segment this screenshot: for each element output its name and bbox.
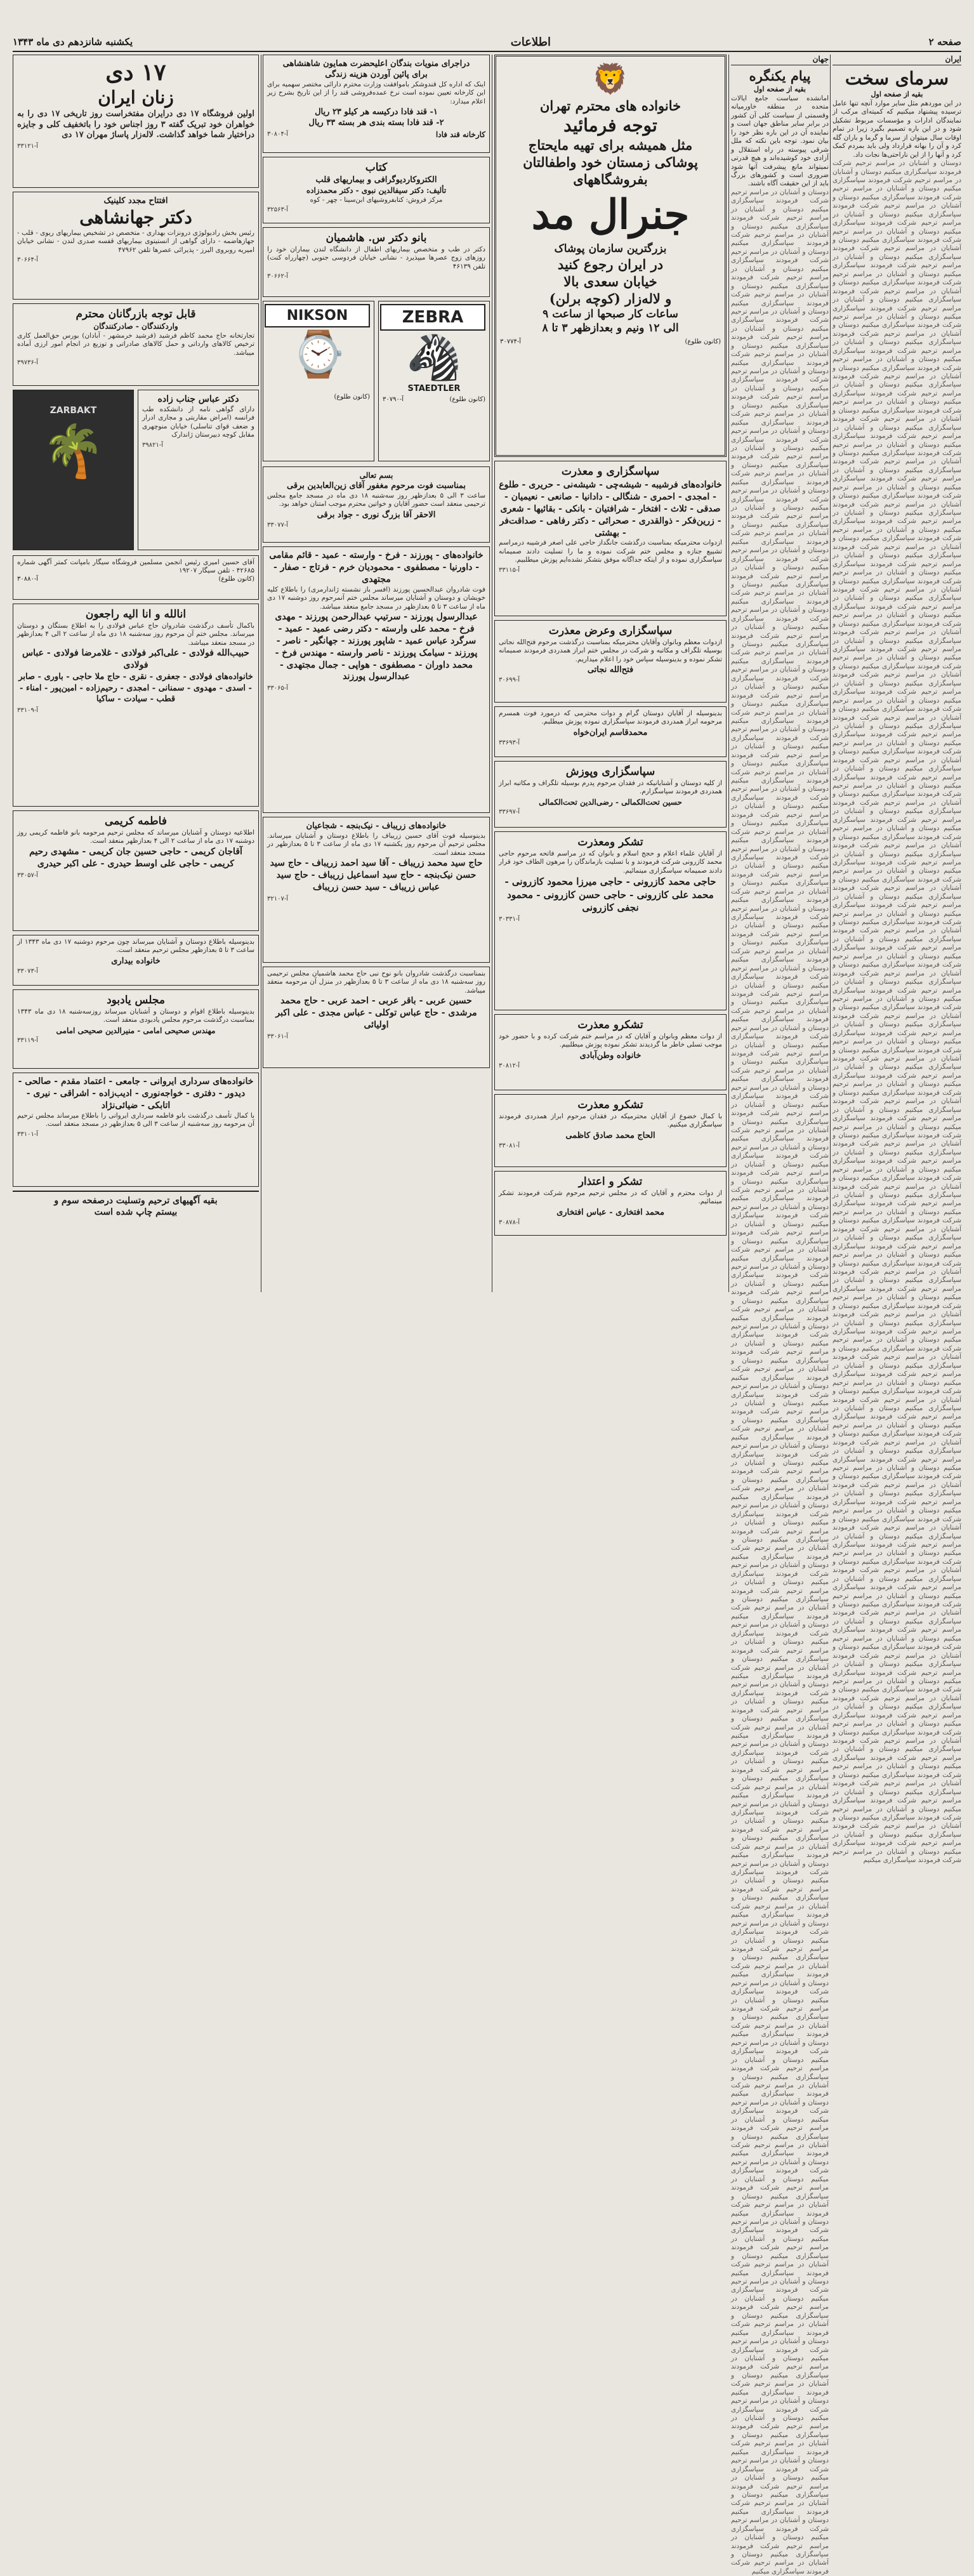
notice-body: اطلاعیه دوستان و آشنایان میرساند که مجلس ترحیم مرحومه بانو فاطمه کریمی روز دوشنبه ۱۷ دی ماه از ساعت ۲ الی ۴ بعدازظهر منعقد است.	[17, 829, 254, 845]
notice-signer: محمد افتخاری - عباس افتخاری	[556, 1207, 664, 1217]
section-label-world: جهان	[731, 55, 829, 65]
ad-body: اینک که اداره کل قندوشکر باموافقت وزارت محترم دارائی مختصر سهمیه برای این کارخانه تعیین نموده است نرخ عمده‌فروشی قند را از این تاریخ بشرح زیر اعلام میدارد:	[267, 81, 485, 105]
article-title-cold: سرمای سخت	[845, 68, 949, 89]
notice-signer: محمدقاسم ایران‌خواه	[573, 727, 648, 737]
notice-title: سپاسگزاری وعرض معذرت	[548, 624, 673, 637]
notice-signer: مهندس صحیحی امامی - منیرالدین صحیحی امامی	[56, 1026, 216, 1035]
notice-names: عبدالرسول پورزند - سرتیپ عبدالرحمن پورزند - مهدی فرخ - محمد علی وارسته - دکتر رضی عمید - عمید - سرگرد عباس عمید - شاپور پورزند - جهانگیر - ناصر - پورزند - سیامک پورزند - ناصر وارسته - مهندس فرخ - محمد داوران - مصطفوی - هواپی - جمال مجتهدی - عبدالرسول پورزند	[275, 611, 478, 682]
notice-body: فوت شادروان عبدالحسین پورزند (افسر باز نشسته ژاندارمری) را باطلاع کلیه خویشان و دوستان و آشنایان میرساند مجلس ختم آنمرحوم روز دوشنبه ۱۷ دی ماه از ساعت ۳ تا ۵ بعدازظهر در مسجد جامع منعقد میباشد.	[267, 585, 486, 611]
ad-zebra-pencil	[378, 301, 490, 461]
ad-code: آ-۳۹۷۳۶	[17, 359, 39, 367]
ad-clinic	[13, 192, 259, 300]
column-middle	[263, 55, 490, 1292]
ad-line: پوشاکی زمستان خود واطفالتان	[523, 154, 698, 170]
notice-body: ازدوات محترمیکه بمناسبت درگذشت جانگداز حاجی علی اصغر فرشیبه درمراسم تشییع جنازه و مجلس ختم شرکت نموده و ما را تسلیت دادند صمیمانه سپاسگزاری نموده و از اینکه جداگانه موفق بتشکر نشده‌ایم پوزش میطلبیم.	[499, 539, 722, 564]
notice-title: سپاسگزاری و معذرت	[561, 465, 660, 478]
notice-names: حاجی محمد کازرونی - حاجی میرزا محمود کازرونی - محمد علی کازرونی - حاجی حسن کازرونی - محمود نجفی کازرونی	[504, 876, 716, 913]
notice-thanks-apology	[494, 761, 727, 828]
notice-body: بدینوسیله باطلاع اقوام و دوستان و آشنایان میرساند روزسه‌شنبه ۱۸ دی ماه ۱۳۴۳ بمناسبت درگذشت مرحوم مجلس یادبودی منعقد است.	[17, 1008, 255, 1024]
palm-tree-icon: 🌴	[41, 421, 105, 480]
ad-title: دکتر عباس جناب زاده	[157, 394, 239, 404]
notice-bidari	[13, 935, 259, 986]
notice-title: خانواده‌های زریباف - نیک‌بنجه - شجاعیان	[306, 821, 447, 831]
ad-sugar-factory	[263, 55, 490, 153]
notice-zarbaf	[263, 817, 490, 963]
notice-body: ساعت ۳ الی ۵ بعدازظهر روز سه‌شنبه ۱۸ دی ماه در مسجد جامع مجلس ترحیمی منعقد است حضور آقایان و خواتین محترم موجب امتنان خواهد بود.	[267, 492, 486, 508]
watch-icon: ⌚	[291, 328, 346, 380]
ad-body: رئیس بخش رادیولوژی درونزات بهداری - متخصص در تشخیص بیماریهای ریوی - قلب - جهازهاضمه - دارای گواهی از انستیتوی بیماریهای قفسه صدری لندن - نشانی خیابان امیریه روبروی البرز - پذیرائی عصرها تلفن ۴۷۹۶۲	[17, 229, 254, 254]
ad-title: ۱۷ دی	[105, 59, 166, 86]
agency-note: (کانون طلوع)	[334, 393, 370, 400]
nikson-brand: NIKSON	[265, 304, 370, 327]
ad-code: آ-۳۹۸۲۱	[142, 441, 164, 449]
notice-signer: حسین تحت‌الکمالی - رضی‌الدین تحت‌الکمالی	[539, 797, 682, 807]
ad-code: آ-۳۲۵۶۳	[267, 206, 289, 214]
ad-cigarette-text	[13, 555, 259, 600]
zebra-icon: 🦓	[406, 331, 462, 383]
notice-hashemian	[263, 967, 490, 1068]
notice-title: تشکر ومعذرت	[577, 836, 643, 849]
ad-line: توجه فرمائید	[563, 115, 657, 136]
ad-code: آ-۳۳۱۰۹	[17, 706, 39, 714]
ad-code: آ-۳۳۱۱۹	[17, 1036, 39, 1044]
notice-signer: خانواده وطن‌آبادی	[579, 1050, 642, 1060]
ad-code: آ-۳۰۶۹۹	[499, 677, 520, 684]
ad-title: کتاب	[365, 161, 388, 174]
notice-thanks-nejati	[494, 620, 727, 703]
ad-line: خیابان سعدی بالا	[563, 274, 657, 289]
ad-code: آ-۳۰۸۷۸	[499, 1219, 520, 1226]
notice-names: حاج سید محمد زریباف - آقا سید احمد زریباف - حاج سید حسن نیک‌بنجه - حاج سید اسماعیل زریباف - حاج سید عباس زریباف - سید حسن زریباف	[270, 858, 483, 893]
notice-body: با کمال خضوع از آقایان محترمیکه در فقدان مرحوم ابراز همدردی فرمودند سپاسگزاری میکنیم.	[499, 1113, 722, 1129]
ad-line: الی ۱۲ ونیم و بعدازظهر ۳ تا ۸	[542, 322, 679, 334]
notice-body: از کلیه دوستان و آشنایانیکه در فقدان مرحوم پدرم بوسیله تلگراف و مکاتبه ابراز همدردی فرمودند سپاسگزارم.	[499, 779, 722, 796]
maker-brand: STAEDTLER	[407, 384, 461, 393]
notice-families: خانواده‌های فولادی - جعفری - نقری - حاج ملا حاجی - باوری - صابر - اسدی - مهدوی - سمنانی - امجدی - رحیم‌زاده - امین‌پور - امناء - قطب - سیادت - ساکیا	[18, 672, 253, 704]
ad-code: آ-۳۰۳۳۱	[499, 916, 520, 923]
notice-signer: فتح‌الله نجاتی	[587, 665, 634, 675]
notice-title: تشکرو معذرت	[577, 1099, 643, 1111]
ad-body: تجارتخانه حاج محمد کاظم فرشید (فرشید خرمشهر - آبادان) بورس حق‌العمل کاری ترخیص کالاهای وارداتی و حمل کالاهای صادراتی و توزیع در انجام امور ارزی آماده میباشد.	[17, 332, 254, 357]
newspaper-name: اطلاعات	[510, 35, 551, 49]
notice-names: حسین عربی - باقر عربی - احمد عربی - حاج محمد مرشدی - حاج عباس توکلی - عباس مجدی - علی اکبر اولیائی	[275, 996, 477, 1031]
notice-body: بنمناسبت درگذشت شادروان بانو نوح نبی حاج محمد هاشمیان مجلس ترحیمی روز سه‌شنبه ۱۸ دی ماه از ساعت ۳ تا ۵ بعدازظهر در منزل آن مرحومه منعقد میباشد.	[267, 970, 485, 994]
article-subtitle: بقیه از صفحه اول	[871, 90, 923, 98]
notice-body: بدینوسیله فوت آقای حسین زریباف را باطلاع دوستان و آشنایان میرساند. مجلس ترحیم آن مرحوم روز یکشنبه ۱۷ دی ماه از ساعت ۳ تا ۵ بعدازظهر در مسجد منعقد است.	[267, 832, 485, 857]
ad-title: دراجرای منویات بندگان اعلیحضرت همایون شاهنشاهی	[282, 59, 470, 69]
column-left	[13, 55, 259, 1292]
ad-code: آ-۳۰۷۷۴	[500, 338, 522, 345]
footer-note	[13, 1191, 259, 1217]
price-row: ۲- قند فادا بسته بندی هر بسته ۳۳ ریال	[308, 118, 444, 128]
article-title-congress: پیام یکنگره	[749, 68, 811, 84]
notice-names: حبیب‌الله فولادی - علی‌اکبر فولادی - غلامرضا فولادی - عباس فولادی	[22, 648, 249, 671]
notice-sardari	[13, 1073, 259, 1187]
ad-code: آ-۳۳۰۷۳	[17, 967, 39, 975]
ad-title: قابل توجه بازرگانان محترم	[76, 308, 196, 320]
ad-signer: کارخانه قند فادا	[435, 130, 485, 140]
agency-note: (کانون طلوع)	[218, 575, 254, 583]
article-body-cold: در این موردهم مثل سایر موارد آنچه تنها عامل ترسیده پیشنهاد میکنیم که کمیته‌ای مرکب از نمایندگان ادارات و مؤسسات مربوط تشکیل شود و در این باره تصمیم بگیرد زیرا در تمام اوقات سال میتوان از سرما و گرما و باران گله کرد و آن را بهانه قرارداد ولی باید بمردم کمک کرد و آنها را از این ناراحتی‌ها نجات داد.	[833, 100, 961, 159]
notice-thanks-eftekhari	[494, 1171, 727, 1236]
notice-title: تشکر و اعتذار	[578, 1175, 643, 1188]
notice-body: بدینوسیله از آقایان دوستان گرام و دوات محترمی که درمورد فوت همسرم مرحومه ابراز همدردی فرمودند سپاسگزاری نموده پوزش میطلبم.	[499, 710, 722, 726]
doctor-name: دکتر جهانشاهی	[79, 207, 192, 228]
ad-line: ساعات کار صبحها از ساعت ۹	[543, 308, 678, 320]
ad-code: آ-۳۰۸۰۴	[267, 131, 289, 138]
ad-code: آ-۳۳۰۶۵	[267, 685, 289, 692]
notice-body: از دوات معظم وبانوان و آقایان که در مراسم ختم شرکت کرده و با حضور خود موجب تسلی خاطر ما گردیدند تشکر نموده پوزش میطلبیم.	[499, 1033, 722, 1049]
ad-title: افتتاح مجدد کلینیک	[103, 196, 168, 206]
notice-title: سپاسگزاری وپوزش	[565, 765, 655, 778]
notice-title: تشکرو معذرت	[577, 1019, 643, 1031]
book-seller: مرکز فروش: کتابفروشیهای ابن‌سینا - چهر - کوه	[310, 196, 443, 204]
notice-thanks-farshibeh	[494, 461, 727, 616]
article-subtitle: بقیه از صفحه اول	[754, 85, 806, 93]
notice-families: خانواده‌های سرداری ایروانی - جامعی - اعتماد مقدم - صالحی - دیدور - دفتری - خواجه‌نوری - ادیب‌زاده - اشراقی - نیری - اتابکی - ضیائی‌نژاد	[18, 1076, 254, 1111]
notice-names: خانواده‌های فرشیبه - شیشه‌چی - شیشه‌نی - حریری - طلوع - امجدی - احمری - شنگالی - دادانیا - صانعی - نعیمیان - صدقی - ثلاث - افتخار - شرافتیان - بانکی - بقائیها - شعری - زرین‌فکر - ذوالقدری - صحرائی - دکتر رفاهی - صداقت‌فر - بهشتی	[499, 480, 722, 538]
ad-code: آ-۳۳۰۵۷	[17, 871, 39, 879]
article-body-congress: امانشده سیاست جامع ایالات متحده در منطقه خاورمیانه وقسمتی از سیاست کلی آن کشور در برابر سایر مناطق جهان است و نماینده آن در این باره نظر خود را بیان نمود. توجه باین نکته که ملل شرقی پیوسته در راه استقلال و آزادی خود کوشیده‌اند و هیچ قدرتی نمیتواند مانع پیشرفت آنها شود ضروری است و کشورهای بزرگ باید از این حقیقت آگاه باشند.	[731, 95, 829, 188]
column-rule	[830, 55, 831, 1292]
notice-title: فاطمه کریمی	[105, 815, 167, 828]
notice-thanks-kazemi	[494, 1094, 727, 1167]
ad-body: دکتر در طب و متخصص بیماریهای اطفال از دانشگاه لندن بیماران خود را روزهای زوج عصرها میپذیرد - نشانی خیابان فردوسی جنوبی (چهارراه کنت) تلفن ۴۶۱۳۹	[267, 246, 485, 270]
ad-code: آ-۳۳۶۹۳	[499, 739, 520, 746]
footer-line: بقیه آگهیهای ترحیم وتسلیت درصفحه سوم و	[54, 1196, 218, 1206]
notice-body: ازدوات معظم وبانوان وآقایان محترمیکه بمناسبت درگذشت مرحوم فتح‌الله نجاتی بوسیله تلگراف و مکاتبه و شرکت در مجلس ختم ابراز همدردی فرمودند صمیمانه تشکر نموده و بدینوسیله سپاس خود را اعلام میداریم.	[499, 638, 722, 663]
article-continuation: دوستان و آشنایان در مراسم ترحیم شرکت فرمودند سپاسگزاری میکنیم دوستان و آشنایان در مراسم ترحیم شرکت فرمودند سپاسگزاری میکنیم دوستان و آشنایان در مراسم ترحیم شرکت فرمودند سپاسگزاری میکنیم دوستان و آشنایان در مراسم ترحیم شرکت فرمودند سپاسگزاری میکنیم دوستان و آشنایان در مراسم ترحیم شرکت فرمودند سپاسگزاری میکنیم دوستان و آشنایان در مراسم ترحیم شرکت فرمودند سپاسگزاری میکنیم دوستان و آشنایان در مراسم ترحیم شرکت فرمودند سپاسگزاری میکنیم دوستان و آشنایان در مراسم ترحیم شرکت فرمودند سپاسگزاری میکنیم دوستان و آشنایان در مراسم ترحیم شرکت فرمودند سپاسگزاری میکنیم دوستان و آشنایان در مراسم ترحیم شرکت فرمودند سپاسگزاری میکنیم دوستان و آشنایان در مراسم ترحیم شرکت فرمودند سپاسگزاری میکنیم دوستان و آشنایان در مراسم ترحیم شرکت فرمودند سپاسگزاری میکنیم دوستان و آشنایان در مراسم ترحیم شرکت فرمودند سپاسگزاری میکنیم دوستان و آشنایان در مراسم ترحیم شرکت فرمودند سپاسگزاری میکنیم دوستان و آشنایان در مراسم ترحیم شرکت فرمودند سپاسگزاری میکنیم دوستان و آشنایان در مراسم ترحیم شرکت فرمودند سپاسگزاری میکنیم دوستان و آشنایان در مراسم ترحیم شرکت فرمودند سپاسگزاری میکنیم دوستان و آشنایان در مراسم ترحیم شرکت فرمودند سپاسگزاری میکنیم دوستان و آشنایان در مراسم ترحیم شرکت فرمودند سپاسگزاری میکنیم دوستان و آشنایان در مراسم ترحیم شرکت فرمودند سپاسگزاری میکنیم دوستان و آشنایان در مراسم ترحیم شرکت فرمودند سپاسگزاری میکنیم دوستان و آشنایان در مراسم ترحیم شرکت فرمودند سپاسگزاری میکنیم دوستان و آشنایان در مراسم ترحیم شرکت فرمودند سپاسگزاری میکنیم دوستان و آشنایان در مراسم ترحیم شرکت فرمودند سپاسگزاری میکنیم دوستان و آشنایان در مراسم ترحیم شرکت فرمودند سپاسگزاری میکنیم دوستان و آشنایان در مراسم ترحیم شرکت فرمودند سپاسگزاری میکنیم دوستان و آشنایان در مراسم ترحیم شرکت فرمودند سپاسگزاری میکنیم دوستان و آشنایان در مراسم ترحیم شرکت فرمودند سپاسگزاری میکنیم دوستان و آشنایان در مراسم ترحیم شرکت فرمودند سپاسگزاری میکنیم دوستان و آشنایان در مراسم ترحیم شرکت فرمودند سپاسگزاری میکنیم دوستان و آشنایان در مراسم ترحیم شرکت فرمودند سپاسگزاری میکنیم دوستان و آشنایان در مراسم ترحیم شرکت فرمودند سپاسگزاری میکنیم دوستان و آشنایان در مراسم ترحیم شرکت فرمودند سپاسگزاری میکنیم دوستان و آشنایان در مراسم ترحیم شرکت فرمودند سپاسگزاری میکنیم دوستان و آشنایان در مراسم ترحیم شرکت فرمودند سپاسگزاری میکنیم دوستان و آشنایان در مراسم ترحیم شرکت فرمودند سپاسگزاری میکنیم دوستان و آشنایان در مراسم ترحیم شرکت فرمودند سپاسگزاری میکنیم دوستان و آشنایان در مراسم ترحیم شرکت فرمودند سپاسگزاری میکنیم دوستان و آشنایان در مراسم ترحیم شرکت فرمودند سپاسگزاری میکنیم دوستان و آشنایان در مراسم ترحیم شرکت فرمودند سپاسگزاری میکنیم دوستان و آشنایان در مراسم ترحیم شرکت فرمودند سپاسگزاری میکنیم دوستان و آشنایان در مراسم ترحیم شرکت فرمودند سپاسگزاری میکنیم دوستان و آشنایان در مراسم ترحیم شرکت فرمودند سپاسگزاری میکنیم دوستان و آشنایان در مراسم ترحیم شرکت فرمودند سپاسگزاری میکنیم دوستان و آشنایان در مراسم ترحیم شرکت فرمودند سپاسگزاری میکنیم دوستان و آشنایان در مراسم ترحیم شرکت فرمودند سپاسگزاری میکنیم دوستان و آشنایان در مراسم ترحیم شرکت فرمودند سپاسگزاری میکنیم دوستان و آشنایان در مراسم ترحیم شرکت فرمودند سپاسگزاری میکنیم دوستان و آشنایان در مراسم ترحیم شرکت فرمودند سپاسگزاری میکنیم دوستان و آشنایان در مراسم ترحیم شرکت فرمودند سپاسگزاری میکنیم دوستان و آشنایان در مراسم ترحیم شرکت فرمودند سپاسگزاری میکنیم دوستان و آشنایان در مراسم ترحیم شرکت فرمودند سپاسگزاری میکنیم دوستان و آشنایان در مراسم ترحیم شرکت فرمودند سپاسگزاری میکنیم دوستان و آشنایان در مراسم ترحیم شرکت فرمودند سپاسگزاری میکنیم دوستان و آشنایان در مراسم ترحیم شرکت فرمودند سپاسگزاری میکنیم دوستان و آشنایان در مراسم ترحیم شرکت فرمودند سپاسگزاری میکنیم دوستان و آشنایان در مراسم ترحیم شرکت فرمودند سپاسگزاری میکنیم دوستان و آشنایان در مراسم ترحیم شرکت فرمودند سپاسگزاری میکنیم دوستان و آشنایان در مراسم ترحیم شرکت فرمودند سپاسگزاری میکنیم دوستان و آشنایان در مراسم ترحیم شرکت فرمودند سپاسگزاری میکنیم دوستان و آشنایان در مراسم ترحیم شرکت فرمودند سپاسگزاری میکنیم دوستان و آشنایان در مراسم ترحیم شرکت فرمودند سپاسگزاری میکنیم دوستان و آشنایان در مراسم ترحیم شرکت فرمودند سپاسگزاری میکنیم دوستان و آشنایان در مراسم ترحیم شرکت فرمودند سپاسگزاری میکنیم دوستان و آشنایان در مراسم ترحیم شرکت فرمودند سپاسگزاری میکنیم دوستان و آشنایان در مراسم ترحیم شرکت فرمودند سپاسگزاری میکنیم دوستان و آشنایان در مراسم ترحیم شرکت فرمودند سپاسگزاری میکنیم دوستان و آشنایان در مراسم ترحیم شرکت فرمودند سپاسگزاری میکنیم دوستان و آشنایان در مراسم ترحیم شرکت فرمودند سپاسگزاری میکنیم دوستان و آشنایان در مراسم ترحیم شرکت فرمودند سپاسگزاری میکنیم دوستان و آشنایان در مراسم ترحیم شرکت فرمودند سپاسگزاری میکنیم دوستان و آشنایان در مراسم ترحیم شرکت فرمودند سپاسگزاری میکنیم دوستان و آشنایان در مراسم ترحیم شرکت فرمودند سپاسگزاری میکنیم دوستان و آشنایان در مراسم ترحیم شرکت فرمودند سپاسگزاری میکنیم دوستان و آشنایان در مراسم ترحیم شرکت فرمودند سپاسگزاری میکنیم دوستان و آشنایان در مراسم ترحیم شرکت فرمودند سپاسگزاری میکنیم دوستان و آشنایان در مراسم ترحیم شرکت فرمودند سپاسگزاری میکنیم دوستان و آشنایان در مراسم ترحیم شرکت فرمودند سپاسگزاری میکنیم دوستان و آشنایان در مراسم ترحیم شرکت فرمودند سپاسگزاری میکنیم دوستان و آشنایان در مراسم ترحیم شرکت فرمودند سپاسگزاری میکنیم دوستان و آشنایان در مراسم ترحیم شرکت فرمودند سپاسگزاری میکنیم دوستان و آشنایان در مراسم ترحیم شرکت فرمودند سپاسگزاری میکنیم دوستان و آشنایان در مراسم ترحیم شرکت فرمودند سپاسگزاری میکنیم دوستان و آشنایان در مراسم ترحیم شرکت فرمودند سپاسگزاری میکنیم دوستان و آشنایان در مراسم ترحیم شرکت فرمودند سپاسگزاری میکنیم دوستان و آشنایان در مراسم ترحیم شرکت فرمودند سپاسگزاری میکنیم دوستان و آشنایان در مراسم ترحیم شرکت فرمودند سپاسگزاری میکنیم دوستان و آشنایان در مراسم ترحیم شرکت فرمودند سپاسگزاری میکنیم دوستان و آشنایان در مراسم ترحیم شرکت فرمودند سپاسگزاری میکنیم دوستان و آشنایان در مراسم ترحیم شرکت فرمودند سپاسگزاری میکنیم دوستان و آشنایان در مراسم ترحیم شرکت فرمودند سپاسگزاری میکنیم دوستان و آشنایان در مراسم ترحیم شرکت فرمودند سپاسگزاری میکنیم دوستان و آشنایان در مراسم ترحیم شرکت فرمودند سپاسگزاری میکنیم دوستان و آشنایان در مراسم ترحیم شرکت فرمودند سپاسگزاری میکنیم دوستان و آشنایان در مراسم ترحیم شرکت فرمودند سپاسگزاری میکنیم دوستان و آشنایان در مراسم ترحیم شرکت فرمودند سپاسگزاری میکنیم دوستان و آشنایان در مراسم ترحیم شرکت فرمودند سپاسگزاری میکنیم دوستان و آشنایان در مراسم ترحیم شرکت فرمودند سپاسگزاری میکنیم دوستان و آشنایان در مراسم ترحیم شرکت فرمودند سپاسگزاری میکنیم دوستان و آشنایان در مراسم ترحیم شرکت فرمودند سپاسگزاری میکنیم دوستان و آشنایان در مراسم ترحیم شرکت فرمودند سپاسگزاری میکنیم دوستان و آشنایان در مراسم ترحیم شرکت فرمودند سپاسگزاری میکنیم دوستان و آشنایان در مراسم ترحیم شرکت فرمودند سپاسگزاری میکنیم دوستان و آشنایان در مراسم ترحیم شرکت فرمودند سپاسگزاری میکنیم دوستان و آشنایان در مراسم ترحیم شرکت فرمودند سپاسگزاری میکنیم دوستان و آشنایان در مراسم ترحیم شرکت فرمودند سپاسگزاری میکنیم دوستان و آشنایان در مراسم ترحیم شرکت فرمودند سپاسگزاری میکنیم دوستان و آشنایان در مراسم ترحیم شرکت فرمودند سپاسگزاری میکنیم دوستان و آشنایان در مراسم ترحیم شرکت فرمودند سپاسگزاری میکنیم دوستان و آشنایان در مراسم ترحیم شرکت فرمودند سپاسگزاری میکنیم دوستان و آشنایان در مراسم ترحیم شرکت فرمودند سپاسگزاری میکنیم دوستان و آشنایان در مراسم ترحیم شرکت فرمودند سپاسگزاری میکنیم دوستان و آشنایان در مراسم ترحیم شرکت فرمودند سپاسگزاری میکنیم دوستان و آشنایان در مراسم ترحیم شرکت فرمودند سپاسگزاری میکنیم دوستان و آشنایان در مراسم ترحیم شرکت فرمودند سپاسگزاری میکنیم دوستان و آشنایان در مراسم ترحیم شرکت فرمودند سپاسگزاری میکنیم دوستان و آشنایان در مراسم ترحیم شرکت فرمودند سپاسگزاری میکنیم دوستان و آشنایان در مراسم ترحیم شرکت فرمودند سپاسگزاری میکنیم دوستان و آشنایان در مراسم ترحیم شرکت فرمودند سپاسگزاری میکنیم دوستان و آشنایان در مراسم ترحیم شرکت فرمودند سپاسگزاری میکنیم	[731, 188, 829, 2575]
ad-code: آ-۳۳۶۹۷	[499, 808, 520, 816]
ad-code: آ-۳۳۱۱۵	[499, 566, 520, 574]
notice-body: باکمال تأسف درگذشت شادروان حاج عباس فولادی را به اطلاع بستگان و دوستان میرساند. مجلس ختم آن مرحوم روز سه‌شنبه ۱۸ دی ماه از ساعت ۲ الی ۴ بعدازظهر در مسجد منعقد میباشد.	[17, 622, 255, 647]
issue-date: یکشنبه شانزدهم دی ماه ۱۳۴۳	[13, 36, 133, 48]
ad-subtitle: واردکنندگان - صادرکنندگان	[93, 322, 178, 331]
ad-code: آ-۳۳۱۲۱	[17, 142, 39, 150]
masthead	[13, 33, 961, 52]
notice-signer: الحاج محمد صادق کاظمی	[565, 1130, 655, 1140]
notice-thanks-kazeruni	[494, 831, 727, 1010]
notice-line: بمناسبت فوت مرحوم مغفور آقای زین‌العابدین برقی	[286, 481, 466, 491]
ad-code: آ-۳۳۰۸۱	[499, 1142, 520, 1149]
ad-doctor-abbas	[138, 390, 259, 550]
ad-subtitle: زنان ایران	[98, 87, 174, 108]
notice-body: از دوات محترم و آقایان که در مجلس ترحیم مرحوم شرکت فرمودند تشکر مینمائیم.	[499, 1189, 722, 1206]
notice-fouladi	[13, 604, 259, 807]
ad-subtitle: برای پائین آوردن هزینه زندگی	[325, 70, 428, 79]
ad-cigarette-pack	[13, 390, 134, 550]
ad-code: آ-۳۳۰۶۱	[267, 1033, 289, 1040]
notice-barghi	[263, 466, 490, 543]
ad-doctor-hashemian	[263, 227, 490, 297]
ad-line: بفروشگاههای	[573, 171, 648, 187]
column-notices	[494, 55, 727, 1292]
ad-17-dey-store	[13, 55, 259, 188]
notice-names: آقاجان کریمی - حاجی حسین جان کریمی - مشهدی رحیم کریمی - حاجی علی اوسط حیدری - علی اکبر حیدری	[29, 846, 242, 869]
page-number: صفحه ۲	[928, 36, 961, 48]
notice-title: انالله و انا الیه راجعون	[85, 608, 187, 621]
ad-body: آقای حسین امیری رئیس انجمن مسلمین فروشگاه سیگار بامپانت کمتر آگهی شماره ۴۲۶۸۵ - تلفن سیگار ۱۹۲۰۷	[17, 558, 254, 575]
notice-families: خانواده‌های - پورزند - فرخ - وارسته - عمید - قائم مقامی - داورنیا - مصطفوی - محمودیان خرم - فرتاج - صفار - مجتهدی	[269, 550, 484, 585]
ad-line: خانواده های محترم تهران	[539, 98, 681, 114]
book-title: الکتروکاردیوگرافی و بیماریهای قلب	[315, 175, 437, 185]
ad-body: دارای گواهی نامه از دانشکده طب فرانسه (امراض مقاربتی و مجاری ادرار و ضعف قوای تناسلی) خیابان منوچهری مقابل کوچه دبیرستان ژاندارک	[142, 406, 254, 439]
ad-code: آ-۳۳۱۰۱	[17, 1130, 39, 1138]
ad-nikson-watch	[263, 301, 374, 461]
ad-code: آ-۳۰۶۶۲	[267, 273, 289, 281]
notice-title: مجلس یادبود	[107, 994, 165, 1007]
zebra-brand: ZEBRA	[380, 304, 485, 331]
notice-thanks-vatanabadi	[494, 1014, 727, 1090]
cigarette-brand: ZARBAKT	[49, 406, 97, 416]
agency-note: (کانون طلوع)	[449, 396, 485, 403]
ad-brand-title: جنرال مد	[531, 191, 690, 239]
column-rule	[728, 55, 729, 1292]
ad-code: آ-۳۰۸۸۰	[17, 575, 39, 583]
column-iran	[833, 55, 961, 1865]
notice-signer: الاحقر آقا بزرگ نوری - جواد برقی	[317, 510, 436, 520]
ad-line: مثل همیشه برای تهیه مایحتاج	[528, 137, 693, 153]
agency-note: (کانون طلوع)	[685, 338, 721, 345]
notice-title: بسم تعالی	[359, 471, 393, 480]
footer-line: بیستم چاپ شده است	[94, 1207, 178, 1217]
notice-body: از آقایان علماء اعلام و حجج اسلام و بانوان که در مراسم فاتحه مرحوم حاجی محمد کازرونی شرکت فرمودند و با تسلیت بازماندگان را مرهون الطاف خود قرار دادند صمیمانه سپاسگزاری مینمائیم.	[499, 850, 722, 875]
ad-code: آ-۳۳۰۷۷	[267, 521, 289, 529]
notice-body: بدینوسیله باطلاع دوستان و آشنایان میرساند چون مرحوم دوشنبه ۱۷ دی ماه ۱۳۴۳ از ساعت ۳ تا ۵ بعدازظهر مجلس ترحیم منعقد است.	[17, 938, 254, 954]
book-authors: تألیف: دکتر سیفالدین نبوی - دکتر محمدزاده	[306, 186, 447, 195]
ad-code: آ-۳۲۱۰۷	[267, 895, 289, 902]
ad-title: بانو دکتر س. هاشمیان	[326, 232, 427, 244]
ad-code: آ-۳۰۷۹۰	[383, 396, 404, 403]
ad-code: آ-۳۰۸۱۲	[499, 1062, 520, 1069]
ad-book	[263, 157, 490, 223]
ad-body: اولین فروشگاه ۱۷ دی درایران مفتخراست روز تاریخی ۱۷ دی را به خواهران خود تبریک گفته ۳ روز اجناس خود را باتخفیف کلی و جایزه دراختیار شما خواهد گذاشت. لاله‌زار پاساژ مهران ۱۷ دی	[17, 109, 254, 140]
notice-signer: خانواده بیداری	[111, 956, 161, 966]
notice-karimi	[13, 810, 259, 931]
column-world	[731, 55, 829, 2575]
section-label-iran: ایران	[833, 55, 961, 65]
notice-pourzand	[263, 546, 490, 813]
ad-code: آ-۳۰۶۶۴	[17, 256, 39, 264]
article-continuation: دوستان و آشنایان در مراسم ترحیم شرکت فرمودند سپاسگزاری میکنیم دوستان و آشنایان در مراسم ترحیم شرکت فرمودند سپاسگزاری میکنیم دوستان و آشنایان در مراسم ترحیم شرکت فرمودند سپاسگزاری میکنیم دوستان و آشنایان در مراسم ترحیم شرکت فرمودند سپاسگزاری میکنیم دوستان و آشنایان در مراسم ترحیم شرکت فرمودند سپاسگزاری میکنیم دوستان و آشنایان در مراسم ترحیم شرکت فرمودند سپاسگزاری میکنیم دوستان و آشنایان در مراسم ترحیم شرکت فرمودند سپاسگزاری میکنیم دوستان و آشنایان در مراسم ترحیم شرکت فرمودند سپاسگزاری میکنیم دوستان و آشنایان در مراسم ترحیم شرکت فرمودند سپاسگزاری میکنیم دوستان و آشنایان در مراسم ترحیم شرکت فرمودند سپاسگزاری میکنیم دوستان و آشنایان در مراسم ترحیم شرکت فرمودند سپاسگزاری میکنیم دوستان و آشنایان در مراسم ترحیم شرکت فرمودند سپاسگزاری میکنیم دوستان و آشنایان در مراسم ترحیم شرکت فرمودند سپاسگزاری میکنیم دوستان و آشنایان در مراسم ترحیم شرکت فرمودند سپاسگزاری میکنیم دوستان و آشنایان در مراسم ترحیم شرکت فرمودند سپاسگزاری میکنیم دوستان و آشنایان در مراسم ترحیم شرکت فرمودند سپاسگزاری میکنیم دوستان و آشنایان در مراسم ترحیم شرکت فرمودند سپاسگزاری میکنیم دوستان و آشنایان در مراسم ترحیم شرکت فرمودند سپاسگزاری میکنیم دوستان و آشنایان در مراسم ترحیم شرکت فرمودند سپاسگزاری میکنیم دوستان و آشنایان در مراسم ترحیم شرکت فرمودند سپاسگزاری میکنیم دوستان و آشنایان در مراسم ترحیم شرکت فرمودند سپاسگزاری میکنیم دوستان و آشنایان در مراسم ترحیم شرکت فرمودند سپاسگزاری میکنیم دوستان و آشنایان در مراسم ترحیم شرکت فرمودند سپاسگزاری میکنیم دوستان و آشنایان در مراسم ترحیم شرکت فرمودند سپاسگزاری میکنیم دوستان و آشنایان در مراسم ترحیم شرکت فرمودند سپاسگزاری میکنیم دوستان و آشنایان در مراسم ترحیم شرکت فرمودند سپاسگزاری میکنیم دوستان و آشنایان در مراسم ترحیم شرکت فرمودند سپاسگزاری میکنیم دوستان و آشنایان در مراسم ترحیم شرکت فرمودند سپاسگزاری میکنیم دوستان و آشنایان در مراسم ترحیم شرکت فرمودند سپاسگزاری میکنیم دوستان و آشنایان در مراسم ترحیم شرکت فرمودند سپاسگزاری میکنیم دوستان و آشنایان در مراسم ترحیم شرکت فرمودند سپاسگزاری میکنیم دوستان و آشنایان در مراسم ترحیم شرکت فرمودند سپاسگزاری میکنیم دوستان و آشنایان در مراسم ترحیم شرکت فرمودند سپاسگزاری میکنیم دوستان و آشنایان در مراسم ترحیم شرکت فرمودند سپاسگزاری میکنیم دوستان و آشنایان در مراسم ترحیم شرکت فرمودند سپاسگزاری میکنیم دوستان و آشنایان در مراسم ترحیم شرکت فرمودند سپاسگزاری میکنیم دوستان و آشنایان در مراسم ترحیم شرکت فرمودند سپاسگزاری میکنیم دوستان و آشنایان در مراسم ترحیم شرکت فرمودند سپاسگزاری میکنیم دوستان و آشنایان در مراسم ترحیم شرکت فرمودند سپاسگزاری میکنیم دوستان و آشنایان در مراسم ترحیم شرکت فرمودند سپاسگزاری میکنیم دوستان و آشنایان در مراسم ترحیم شرکت فرمودند سپاسگزاری میکنیم دوستان و آشنایان در مراسم ترحیم شرکت فرمودند سپاسگزاری میکنیم دوستان و آشنایان در مراسم ترحیم شرکت فرمودند سپاسگزاری میکنیم دوستان و آشنایان در مراسم ترحیم شرکت فرمودند سپاسگزاری میکنیم دوستان و آشنایان در مراسم ترحیم شرکت فرمودند سپاسگزاری میکنیم دوستان و آشنایان در مراسم ترحیم شرکت فرمودند سپاسگزاری میکنیم دوستان و آشنایان در مراسم ترحیم شرکت فرمودند سپاسگزاری میکنیم دوستان و آشنایان در مراسم ترحیم شرکت فرمودند سپاسگزاری میکنیم دوستان و آشنایان در مراسم ترحیم شرکت فرمودند سپاسگزاری میکنیم دوستان و آشنایان در مراسم ترحیم شرکت فرمودند سپاسگزاری میکنیم دوستان و آشنایان در مراسم ترحیم شرکت فرمودند سپاسگزاری میکنیم دوستان و آشنایان در مراسم ترحیم شرکت فرمودند سپاسگزاری میکنیم دوستان و آشنایان در مراسم ترحیم شرکت فرمودند سپاسگزاری میکنیم دوستان و آشنایان در مراسم ترحیم شرکت فرمودند سپاسگزاری میکنیم دوستان و آشنایان در مراسم ترحیم شرکت فرمودند سپاسگزاری میکنیم دوستان و آشنایان در مراسم ترحیم شرکت فرمودند سپاسگزاری میکنیم دوستان و آشنایان در مراسم ترحیم شرکت فرمودند سپاسگزاری میکنیم دوستان و آشنایان در مراسم ترحیم شرکت فرمودند سپاسگزاری میکنیم دوستان و آشنایان در مراسم ترحیم شرکت فرمودند سپاسگزاری میکنیم دوستان و آشنایان در مراسم ترحیم شرکت فرمودند سپاسگزاری میکنیم دوستان و آشنایان در مراسم ترحیم شرکت فرمودند سپاسگزاری میکنیم دوستان و آشنایان در مراسم ترحیم شرکت فرمودند سپاسگزاری میکنیم دوستان و آشنایان در مراسم ترحیم شرکت فرمودند سپاسگزاری میکنیم دوستان و آشنایان در مراسم ترحیم شرکت فرمودند سپاسگزاری میکنیم دوستان و آشنایان در مراسم ترحیم شرکت فرمودند سپاسگزاری میکنیم دوستان و آشنایان در مراسم ترحیم شرکت فرمودند سپاسگزاری میکنیم دوستان و آشنایان در مراسم ترحیم شرکت فرمودند سپاسگزاری میکنیم دوستان و آشنایان در مراسم ترحیم شرکت فرمودند سپاسگزاری میکنیم دوستان و آشنایان در مراسم ترحیم شرکت فرمودند سپاسگزاری میکنیم دوستان و آشنایان در مراسم ترحیم شرکت فرمودند سپاسگزاری میکنیم دوستان و آشنایان در مراسم ترحیم شرکت فرمودند سپاسگزاری میکنیم دوستان و آشنایان در مراسم ترحیم شرکت فرمودند سپاسگزاری میکنیم دوستان و آشنایان در مراسم ترحیم شرکت فرمودند سپاسگزاری میکنیم دوستان و آشنایان در مراسم ترحیم شرکت فرمودند سپاسگزاری میکنیم دوستان و آشنایان در مراسم ترحیم شرکت فرمودند سپاسگزاری میکنیم دوستان و آشنایان در مراسم ترحیم شرکت فرمودند سپاسگزاری میکنیم دوستان و آشنایان در مراسم ترحیم شرکت فرمودند سپاسگزاری میکنیم دوستان و آشنایان در مراسم ترحیم شرکت فرمودند سپاسگزاری میکنیم دوستان و آشنایان در مراسم ترحیم شرکت فرمودند سپاسگزاری میکنیم دوستان و آشنایان در مراسم ترحیم شرکت فرمودند سپاسگزاری میکنیم دوستان و آشنایان در مراسم ترحیم شرکت فرمودند سپاسگزاری میکنیم دوستان و آشنایان در مراسم ترحیم شرکت فرمودند سپاسگزاری میکنیم دوستان و آشنایان در مراسم ترحیم شرکت فرمودند سپاسگزاری میکنیم دوستان و آشنایان در مراسم ترحیم شرکت فرمودند سپاسگزاری میکنیم دوستان و آشنایان در مراسم ترحیم شرکت فرمودند سپاسگزاری میکنیم دوستان و آشنایان در مراسم ترحیم شرکت فرمودند سپاسگزاری میکنیم دوستان و آشنایان در مراسم ترحیم شرکت فرمودند سپاسگزاری میکنیم دوستان و آشنایان در مراسم ترحیم شرکت فرمودند سپاسگزاری میکنیم دوستان و آشنایان در مراسم ترحیم شرکت فرمودند سپاسگزاری میکنیم دوستان و آشنایان در مراسم ترحیم شرکت فرمودند سپاسگزاری میکنیم دوستان و آشنایان در مراسم ترحیم شرکت فرمودند سپاسگزاری میکنیم دوستان و آشنایان در مراسم ترحیم شرکت فرمودند سپاسگزاری میکنیم دوستان و آشنایان در مراسم ترحیم شرکت فرمودند سپاسگزاری میکنیم دوستان و آشنایان در مراسم ترحیم شرکت فرمودند سپاسگزاری میکنیم دوستان و آشنایان در مراسم ترحیم شرکت فرمودند سپاسگزاری میکنیم دوستان و آشنایان در مراسم ترحیم شرکت فرمودند سپاسگزاری میکنیم دوستان و آشنایان در مراسم ترحیم شرکت فرمودند سپاسگزاری میکنیم دوستان و آشنایان در مراسم ترحیم شرکت فرمودند سپاسگزاری میکنیم دوستان و آشنایان در مراسم ترحیم شرکت فرمودند سپاسگزاری میکنیم دوستان و آشنایان در مراسم ترحیم شرکت فرمودند سپاسگزاری میکنیم دوستان و آشنایان در مراسم ترحیم شرکت فرمودند سپاسگزاری میکنیم دوستان و آشنایان در مراسم ترحیم شرکت فرمودند سپاسگزاری میکنیم دوستان و آشنایان در مراسم ترحیم شرکت فرمودند سپاسگزاری میکنیم دوستان و آشنایان در مراسم ترحیم شرکت فرمودند سپاسگزاری میکنیم دوستان و آشنایان در مراسم ترحیم شرکت فرمودند سپاسگزاری میکنیم دوستان و آشنایان در مراسم ترحیم شرکت فرمودند سپاسگزاری میکنیم دوستان و آشنایان در مراسم ترحیم شرکت فرمودند سپاسگزاری میکنیم دوستان و آشنایان در مراسم ترحیم شرکت فرمودند سپاسگزاری میکنیم دوستان و آشنایان در مراسم ترحیم شرکت فرمودند سپاسگزاری میکنیم دوستان و آشنایان در مراسم ترحیم شرکت فرمودند سپاسگزاری میکنیم دوستان و آشنایان در مراسم ترحیم شرکت فرمودند سپاسگزاری میکنیم دوستان و آشنایان در مراسم ترحیم شرکت فرمودند سپاسگزاری میکنیم دوستان و آشنایان در مراسم ترحیم شرکت فرمودند سپاسگزاری میکنیم دوستان و آشنایان در مراسم ترحیم شرکت فرمودند سپاسگزاری میکنیم دوستان و آشنایان در مراسم ترحیم شرکت فرمودند سپاسگزاری میکنیم دوستان و آشنایان در مراسم ترحیم شرکت فرمودند سپاسگزاری میکنیم دوستان و آشنایان در مراسم ترحیم شرکت فرمودند سپاسگزاری میکنیم دوستان و آشنایان در مراسم ترحیم شرکت فرمودند سپاسگزاری میکنیم دوستان و آشنایان در مراسم ترحیم شرکت فرمودند سپاسگزاری میکنیم دوستان و آشنایان در مراسم ترحیم شرکت فرمودند سپاسگزاری میکنیم	[833, 159, 961, 1865]
ad-line: و لاله‌زار (کوچه برلن)	[549, 291, 672, 307]
price-row: ۱- قند فادا درکیسه هر کیلو ۲۳ ریال	[315, 107, 438, 117]
ad-line: بزرگترین سازمان پوشاک	[554, 242, 667, 255]
notice-iranzad	[494, 706, 727, 757]
lion-logo-icon: 🦁	[592, 62, 629, 96]
notice-memorial	[13, 989, 259, 1069]
ad-line: در ایران رجوع کنید	[557, 256, 664, 272]
ad-general-mod	[494, 55, 727, 457]
ad-merchants	[13, 303, 259, 386]
notice-body: با کمال تأسف درگذشت بانو فاطمه سرداری ایروانی را باطلاع میرساند مجلس ترحیم آن مرحومه روز سه‌شنبه از ساعت ۳ الی ۵ بعدازظهر در مسجد منعقد است.	[17, 1111, 254, 1128]
